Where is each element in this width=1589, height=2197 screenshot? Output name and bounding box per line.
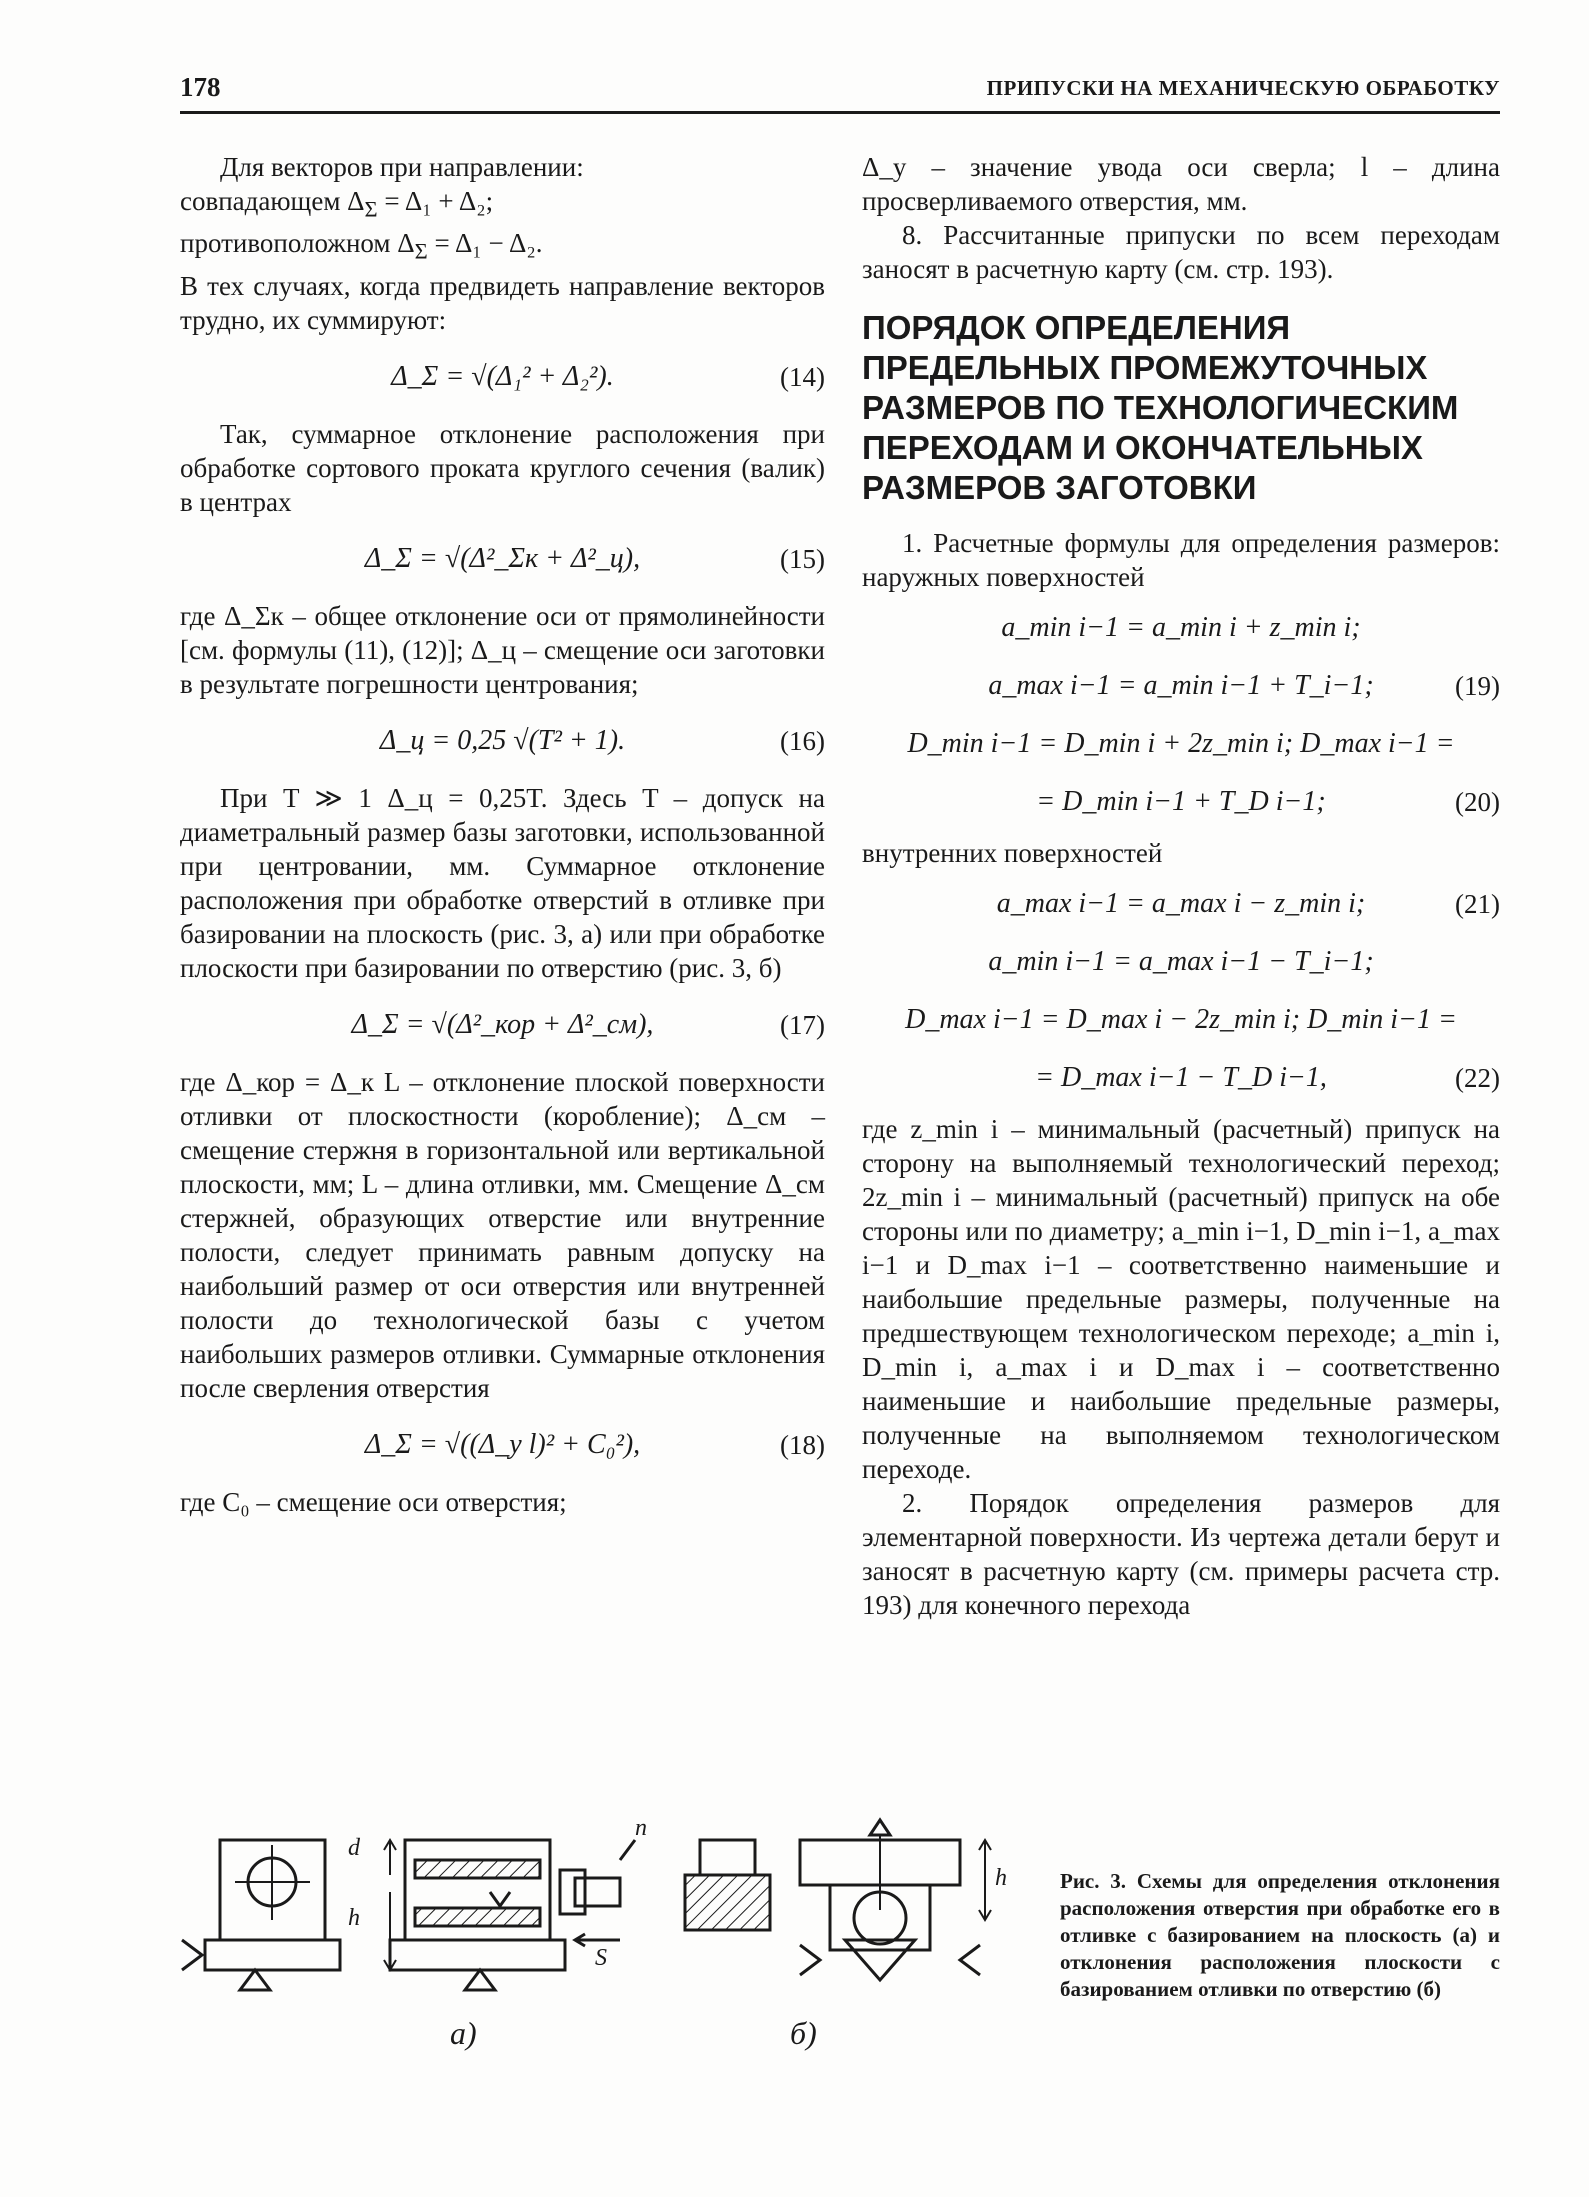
formula-17-number: (17): [780, 1009, 825, 1040]
paragraph-centering-tolerance: При T ≫ 1 Δ_ц = 0,25T. Здесь T – допуск на диаметральный размер базы заготовки, использованной при центровании, мм. Суммарное отклонение расположения при обработке отверстий в отливке при базировании на плоскость (рис. 3, а) или при обработке плоскости при базировании по отверстию (рис. 3, б): [180, 782, 825, 983]
header-rule: [180, 111, 1500, 114]
formula-20-expression: = D_min i−1 + T_D i−1;: [1036, 786, 1326, 817]
formula-21: [862, 880, 1500, 928]
paragraph-where-z: где z_min i – минимальный (расчетный) припуск на сторону на выполняемый технологический переход; 2z_min i – минимальный (расчетный) припуск на обе стороны или по диаметру; a_min i−1, D_min i−1, a_max i−1 и D_max i−1 – соответственно наименьшие и наибольшие предельные размеры, полученные на предшествующем технологическом переходе; a_min i, D_min i, a_max i и D_max i – соответственно наименьшие и наибольшие предельные размеры, полученные на выполняемом технологическом переходе.: [862, 1114, 1500, 1484]
formula-15: [180, 529, 825, 589]
feed-s: S: [595, 1945, 607, 1971]
dimension-d: d: [348, 1835, 360, 1861]
paragraph-warping: где Δ_кор = Δ_к L – отклонение плоской поверхности отливки от плоскостности (коробление); Δ_см – смещение стержня в горизонтальной или вертикальной плоскости, мм; L – длина отливки, мм. Смещение Δ_см стержней, образующих отверстие или внутренние полости, следует принимать равным допуску на наибольший размер от оси отверстия или внутренней полости до технологической базы с учетом наибольших размеров отливки. Суммарные отклонения после сверления отверстия: [180, 1066, 825, 1403]
running-title: ПРИПУСКИ НА МЕХАНИЧЕСКУЮ ОБРАБОТКУ: [986, 76, 1500, 100]
paragraph-deviation-definition: где Δ_Σк – общее отклонение оси от прямолинейности [см. формулы (11), (12)]; Δ_ц – смещение оси заготовки в результате погрешности центрования;: [180, 600, 825, 699]
paragraph-rolled-stock: Так, суммарное отклонение расположения при обработке сортового проката круглого сечения (валик) в центрах: [180, 418, 825, 517]
formula-21-number: (21): [1455, 889, 1500, 919]
scheme-a-block-left: [182, 1840, 340, 1990]
paragraph-internal-surfaces: внутренних поверхностей: [862, 838, 1163, 868]
formula-22a: D_max i−1 = D_max i − 2z_min i; D_min i−1 =: [905, 1004, 1457, 1035]
formula-14-number: (14): [780, 361, 825, 392]
formula-16-expression: Δ_ц = 0,25 √(T² + 1).: [379, 724, 626, 756]
formula-20: [862, 778, 1500, 826]
formula-17: [180, 995, 825, 1055]
formula-19-number: (19): [1455, 671, 1500, 701]
figure-caption: Рис. 3. Схемы для определения отклонения расположения отверстия при обработке его в отливке с базированием на плоскость (а) и отклонения расположения плоскости с базированием отливки по отверстию (б): [1060, 1869, 1500, 2001]
paragraph-drill-drift: Δ_y – значение увода оси сверла; l – длина просверливаемого отверстия, мм.: [862, 152, 1500, 216]
paragraph-coincident: совпадающем $\Delta_\Sigma = \Delta_1 + \Delta_2$;: [180, 186, 494, 222]
figure-label-a: а): [450, 2015, 477, 2051]
paragraph-item-1: 1. Расчетные формулы для определения размеров: наружных поверхностей: [862, 528, 1500, 592]
formula-22-expression: = D_max i−1 − T_D i−1,: [1035, 1062, 1327, 1093]
page-number: 178: [180, 72, 221, 102]
paragraph-hole-offset: где C₀ – смещение оси отверстия;: [180, 1486, 567, 1517]
paragraph-vectors-intro: Для векторов при направлении:: [220, 152, 584, 182]
rotation-n: n: [635, 1815, 647, 1841]
formula-14-expression: Δ_Σ = √(Δ₁² + Δ₂²).: [391, 360, 614, 392]
formula-16: [180, 711, 825, 771]
formula-18-expression: Δ_Σ = √((Δ_y l)² + C₀²),: [364, 1428, 641, 1460]
paragraph-item-8: 8. Рассчитанные припуски по всем переходам заносят в расчетную карту (см. стр. 193).: [862, 220, 1500, 284]
scheme-b-small-part: [685, 1840, 770, 1930]
formula-20-number: (20): [1455, 787, 1500, 817]
paragraph-summation: В тех случаях, когда предвидеть направление векторов трудно, их суммируют:: [180, 270, 825, 335]
formula-21-expression: a_max i−1 = a_max i − z_min i;: [996, 888, 1366, 919]
formula-22-number: (22): [1455, 1063, 1500, 1093]
formula-21b: a_min i−1 = a_max i−1 − T_i−1;: [988, 946, 1374, 977]
formula-15-number: (15): [780, 543, 825, 574]
page-header: [180, 72, 1500, 114]
formula-19a: a_min i−1 = a_min i + z_min i;: [1001, 612, 1361, 643]
formula-20a: D_min i−1 = D_min i + 2z_min i; D_max i−1 =: [907, 728, 1455, 759]
paragraph-opposite: противоположном $\Delta_\Sigma = \Delta_1 - \Delta_2$.: [180, 228, 543, 264]
formula-18: [180, 1415, 825, 1475]
formula-18-number: (18): [780, 1429, 825, 1460]
formula-19: [862, 662, 1500, 710]
left-column: [180, 150, 825, 1519]
figure-label-b: б): [790, 2015, 817, 2051]
scheme-b-casting: [800, 1820, 991, 1980]
formula-15-expression: Δ_Σ = √(Δ²_Σк + Δ²_ц),: [364, 542, 641, 574]
figure-3-drawing: [180, 1810, 1060, 2100]
formula-16-number: (16): [780, 725, 825, 756]
formula-17-expression: Δ_Σ = √(Δ²_кор + Δ²_см),: [351, 1008, 654, 1040]
right-column: [862, 150, 1500, 1622]
section-heading: ПОРЯДОК ОПРЕДЕЛЕНИЯ ПРЕДЕЛЬНЫХ ПРОМЕЖУТОЧНЫХ РАЗМЕРОВ ПО ТЕХНОЛОГИЧЕСКИМ ПЕРЕХОДАМ И ОКОНЧАТЕЛЬНЫХ РАЗМЕРОВ ЗАГОТОВКИ: [862, 309, 1459, 506]
formula-14: [180, 347, 825, 407]
paragraph-item-2: 2. Порядок определения размеров для элементарной поверхности. Из чертежа детали берут и заносят в расчетную карту (см. примеры расчета стр. 193) для конечного перехода: [862, 1488, 1500, 1620]
dimension-h-a: h: [348, 1905, 360, 1931]
dimension-h-b: h: [995, 1865, 1007, 1891]
formula-19-expression: a_max i−1 = a_min i−1 + T_i−1;: [988, 670, 1374, 701]
formula-22: [862, 1054, 1500, 1102]
